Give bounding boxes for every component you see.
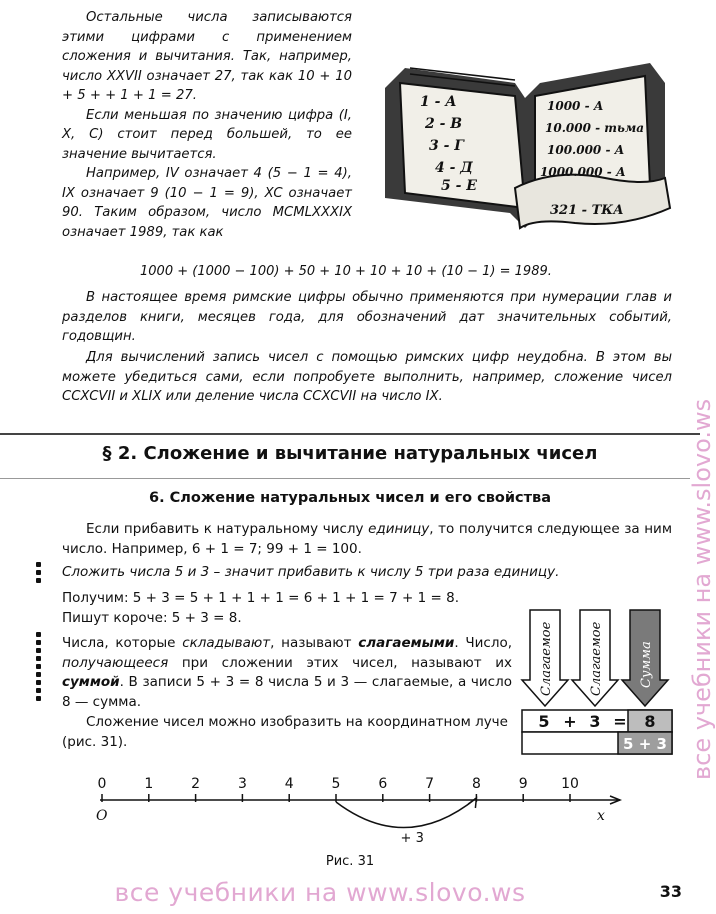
def-term-sum: суммой	[62, 674, 120, 690]
watermark-side-text: все учебники на www.slovo.ws	[688, 398, 716, 780]
ray-origin-label: O	[96, 808, 108, 824]
label-addend-2: Слагаемое	[589, 621, 604, 696]
eq-equals: =	[613, 712, 627, 731]
label-arrow-addend-2	[572, 610, 618, 706]
intro-paragraph-2: Если меньшая по значению цифра (I, X, C) стоит перед большей, то ее значение вычитается.	[62, 107, 352, 162]
p-next-before: Если прибавить к натуральному числу	[86, 521, 369, 537]
ray-tick-label-3: 3	[237, 776, 247, 792]
def-text-3: . Число,	[454, 635, 512, 651]
book-right-line-3: 100.000 - А	[547, 143, 625, 157]
def-text-5: . В записи 5 + 3 = 8 числа 5 и 3 — слагаемые, а число 8 — сумма.	[62, 674, 512, 710]
ray-tick-label-6: 6	[378, 776, 388, 792]
label-arrow-sum	[622, 610, 668, 706]
paragraph-calculation: Для вычислений запись чисел с помощью римских цифр неудобна. В этом вы можете убедиться сами, если попробуете выполнить, например, сложение чисел CCXCVII и XLIX или деление числа CCXCVII на число IX.	[62, 350, 672, 404]
book-right-line-1: 1000 - А	[547, 99, 604, 113]
book-illustration	[375, 28, 675, 243]
eq-plus: +	[563, 712, 577, 731]
ray-tick-label-5: 5	[331, 776, 341, 792]
section-title: § 2. Сложение и вычитание натуральных чисел	[102, 443, 598, 464]
addition-arc	[336, 798, 476, 828]
section-divider-top	[0, 433, 700, 435]
paragraph-coordinate-ray: Сложение чисел можно изобразить на координатном луче (рис. 31).	[62, 714, 508, 750]
p-next-after: , то получится следующее за ним число. Например, 6 + 1 = 7; 99 + 1 = 100.	[62, 521, 673, 557]
label-sum: Сумма	[639, 641, 654, 688]
ray-tick-label-1: 1	[144, 776, 154, 792]
rule-marker-1	[36, 562, 42, 586]
intro-paragraph-1: Остальные числа записываются этими цифрами с применением сложения и вычитания. Так, например, число XXVII означает 27, так как 10 + 10 + 5 + + 1 + 1 = 27.	[62, 10, 352, 103]
ray-tick-label-2: 2	[191, 776, 201, 792]
paragraph-modern-usage: В настоящее время римские цифры обычно применяются при нумерации глав и разделов книги, месяцев года, для обозначений дат значительных событий, годовщин.	[62, 290, 672, 344]
book-left-line-1: 1 - А	[420, 94, 457, 110]
paragraph-next-number	[62, 520, 672, 559]
book-left-line-4: 4 - Д	[435, 160, 473, 176]
def-em-2: получающееся	[62, 654, 169, 671]
eq-term-1: 5	[538, 712, 550, 731]
def-text-1: Числа, которые	[62, 635, 183, 651]
result-line-1: Получим: 5 + 3 = 5 + 1 + 1 + 1 = 6 + 1 + 1 = 7 + 1 = 8.	[62, 590, 459, 606]
p-next-em: единицу	[368, 521, 430, 537]
ray-axis-label: x	[597, 808, 605, 824]
addition-diagram	[520, 608, 675, 758]
book-scroll-text: 321 - ТКА	[550, 203, 624, 218]
page-number: 33	[659, 882, 682, 901]
paragraph-result	[62, 589, 512, 628]
ray-tick-label-4: 4	[284, 776, 294, 792]
sum-expression: 5 + 3	[623, 735, 667, 753]
intro-paragraph-3: Например, IV означает 4 (5 − 1 = 4), IX означает 9 (10 − 1 = 9), XC означает 90. Таким образом, число MCMLXXXIX означает 1989, так как	[62, 166, 352, 240]
watermark-bottom: все учебники на www.slovo.ws	[114, 878, 526, 907]
eq-result: 8	[644, 712, 656, 731]
paragraph-definition	[62, 634, 512, 712]
rule-addition-meaning: Сложить числа 5 и 3 – значит прибавить к числу 5 три раза единицу.	[62, 564, 560, 580]
ray-tick-label-0: 0	[97, 776, 107, 792]
def-text-2: , называют	[270, 635, 359, 651]
result-line-2: Пишут короче: 5 + 3 = 8.	[62, 609, 242, 626]
book-left-line-3: 3 - Г	[429, 138, 464, 154]
figure-caption: Рис. 31	[325, 854, 375, 869]
rule-marker-2	[36, 632, 42, 704]
book-right-line-4: 1000.000 - А	[540, 165, 626, 179]
eq-term-2: 3	[589, 712, 601, 731]
roman-formula: 1000 + (1000 − 100) + 50 + 10 + 10 + 10 + (10 − 1) = 1989.	[140, 264, 552, 279]
def-text-4: при сложении этих чисел, называют их	[168, 654, 512, 671]
coordinate-ray	[60, 770, 620, 855]
ray-tick-label-7: 7	[425, 776, 435, 792]
watermark-side	[688, 160, 716, 780]
ray-tick-label-10: 10	[561, 776, 579, 792]
book-left-line-2: 2 - В	[425, 116, 463, 132]
section-divider-bottom	[0, 478, 690, 479]
addition-arc-label: + 3	[400, 831, 424, 846]
book-right-line-2: 10.000 - тьма	[545, 121, 645, 135]
ray-tick-label-9: 9	[518, 776, 528, 792]
subsection-title: 6. Сложение натуральных чисел и его свойства	[148, 490, 552, 506]
ray-tick-label-8: 8	[471, 776, 481, 792]
intro-text	[62, 8, 352, 242]
def-term-addend: слагаемыми	[358, 635, 455, 651]
label-arrow-addend-1	[522, 610, 568, 706]
def-em-1: складывают	[182, 635, 271, 651]
label-addend-1: Слагаемое	[539, 621, 554, 696]
book-left-line-5: 5 - Е	[441, 178, 477, 194]
